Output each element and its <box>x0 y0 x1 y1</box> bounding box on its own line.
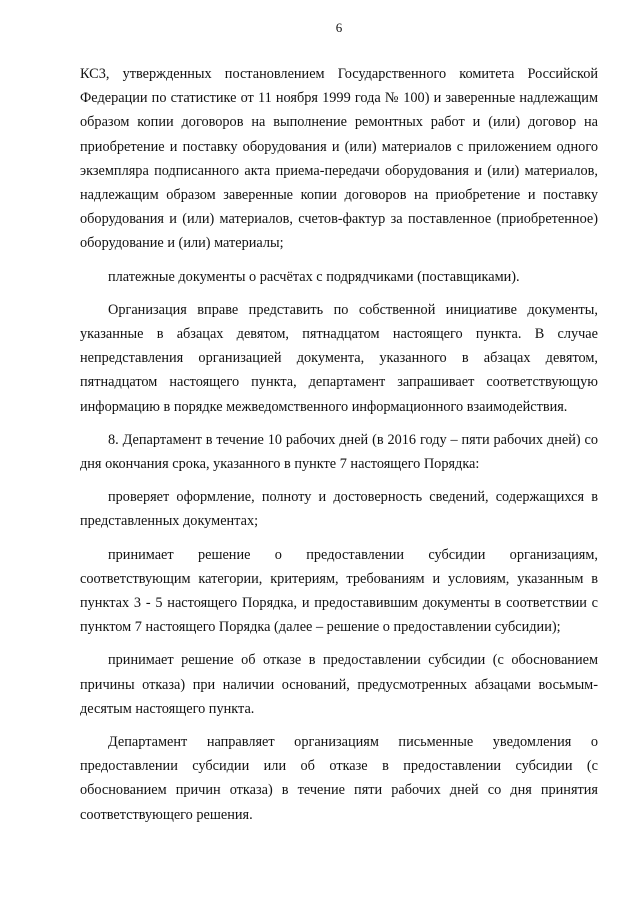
paragraph-3: Организация вправе представить по собственной инициативе документы, указанные в абзацах девятом, пятнадцатом настоящего пункта. В случае непредставления организацией документа, указанного в абзацах девятом, пятнадцатом настоящего пункта, департамент запрашивает соответствующую информацию в порядке межведомственного информационного взаимодействия. <box>80 301 598 415</box>
paragraph-4: 8. Департамент в течение 10 рабочих дней (в 2016 году – пяти рабочих дней) со дня окончания срока, указанного в пункте 7 настоящего Порядка: <box>80 431 598 473</box>
document-page <box>80 18 598 827</box>
paragraph-1: КС3, утвержденных постановлением Государственного комитета Российской Федерации по статистике от 11 ноября 1999 года № 100) и заверенные надлежащим образом копии договоров на выполнение ремонтных работ и (или) договор на приобретение и поставку оборудования и (или) материалов с приложением одного экземпляра подписанного акта приема-передачи оборудования и (или) материалов, надлежащим образом заверенные копии договоров на приобретение и поставку оборудования и (или) материалов, счетов-фактур за поставленное (приобретенное) оборудование и (или) материалы; <box>80 66 598 252</box>
paragraph-7: принимает решение об отказе в предоставлении субсидии (с обоснованием причины отказа) при наличии оснований, предусмотренных абзацами восьмым-десятым настоящего пункта. <box>80 652 598 717</box>
paragraph-6: принимает решение о предоставлении субсидии организациям, соответствующим категории, критериям, требованиям и условиям, указанным в пунктах 3 - 5 настоящего Порядка, и предоставившим документы в соответствии с пунктом 7 настоящего Порядка (далее – решение о предоставлении субсидии); <box>80 546 598 636</box>
paragraph-2: платежные документы о расчётах с подрядчиками (поставщиками). <box>108 268 520 285</box>
page-number: 6 <box>335 20 343 35</box>
paragraph-8: Департамент направляет организациям письменные уведомления о предоставлении субсидии или об отказе в предоставлении субсидии (с обоснованием причин отказа) в течение пяти рабочих дней со дня принятия соответствующего решения. <box>80 734 598 823</box>
paragraph-5: проверяет оформление, полноту и достоверность сведений, содержащихся в представленных документах; <box>80 489 598 530</box>
